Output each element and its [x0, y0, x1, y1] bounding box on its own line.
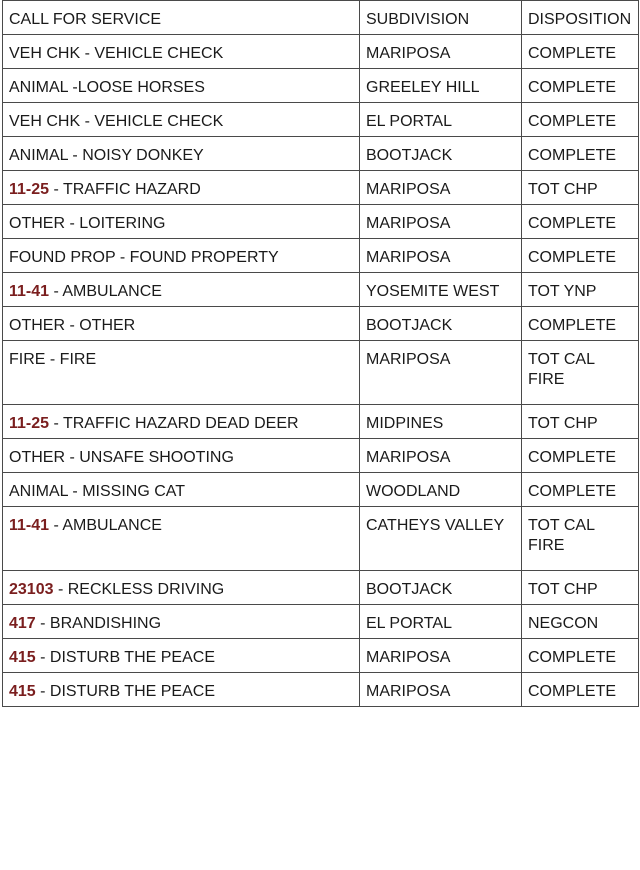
subdivision-cell: BOOTJACK	[360, 307, 522, 341]
subdivision-cell: MIDPINES	[360, 405, 522, 439]
table-row	[3, 473, 639, 507]
disposition-cell: COMPLETE	[522, 35, 639, 69]
call-for-service-cell	[3, 205, 360, 239]
table-row	[3, 273, 639, 307]
disposition-cell: COMPLETE	[522, 137, 639, 171]
table-row	[3, 103, 639, 137]
table-row	[3, 673, 639, 707]
disposition-cell: COMPLETE	[522, 307, 639, 341]
disposition-cell: TOT CHP	[522, 571, 639, 605]
call-code: 11-25	[9, 415, 50, 432]
call-description: ANIMAL - NOISY DONKEY	[9, 147, 204, 164]
subdivision-cell: MARIPOSA	[360, 673, 522, 707]
disposition-cell: TOT YNP	[522, 273, 639, 307]
call-description: ANIMAL -LOOSE HORSES	[9, 79, 205, 96]
subdivision-cell: YOSEMITE WEST	[360, 273, 522, 307]
table-row	[3, 35, 639, 69]
table-row	[3, 507, 639, 571]
disposition-cell: COMPLETE	[522, 639, 639, 673]
subdivision-cell: MARIPOSA	[360, 239, 522, 273]
disposition-cell: COMPLETE	[522, 69, 639, 103]
call-code: 11-41	[9, 283, 50, 300]
table-row	[3, 239, 639, 273]
call-description: OTHER - OTHER	[9, 317, 136, 334]
call-code: 415	[9, 649, 36, 666]
call-for-service-cell	[3, 673, 360, 707]
call-for-service-cell	[3, 405, 360, 439]
disposition-cell: COMPLETE	[522, 103, 639, 137]
table-row	[3, 405, 639, 439]
table-row	[3, 639, 639, 673]
disposition-cell: TOT CHP	[522, 171, 639, 205]
table-row	[3, 171, 639, 205]
call-description: - TRAFFIC HAZARD	[49, 181, 201, 198]
call-for-service-cell	[3, 341, 360, 405]
subdivision-cell: MARIPOSA	[360, 205, 522, 239]
call-for-service-cell	[3, 35, 360, 69]
subdivision-cell: MARIPOSA	[360, 35, 522, 69]
call-log-body	[3, 1, 639, 707]
subdivision-cell: MARIPOSA	[360, 639, 522, 673]
call-for-service-cell	[3, 473, 360, 507]
call-description: - RECKLESS DRIVING	[53, 581, 225, 598]
header-row	[3, 1, 639, 35]
call-for-service-cell	[3, 307, 360, 341]
disposition-cell: COMPLETE	[522, 439, 639, 473]
table-row	[3, 341, 639, 405]
call-description: OTHER - LOITERING	[9, 215, 166, 232]
header-call-for-service: CALL FOR SERVICE	[3, 1, 360, 35]
subdivision-cell: MARIPOSA	[360, 341, 522, 405]
table-row	[3, 439, 639, 473]
call-for-service-cell	[3, 571, 360, 605]
call-description: - TRAFFIC HAZARD DEAD DEER	[49, 415, 299, 432]
call-for-service-cell	[3, 103, 360, 137]
call-for-service-cell	[3, 507, 360, 571]
disposition-cell: COMPLETE	[522, 205, 639, 239]
call-for-service-cell	[3, 639, 360, 673]
table-row	[3, 137, 639, 171]
call-log-table	[2, 0, 639, 707]
call-description: FIRE - FIRE	[9, 351, 97, 368]
call-code: 417	[9, 615, 36, 632]
disposition-cell: TOT CAL FIRE	[522, 507, 639, 571]
call-for-service-cell	[3, 137, 360, 171]
call-description: ANIMAL - MISSING CAT	[9, 483, 186, 500]
disposition-cell: COMPLETE	[522, 239, 639, 273]
disposition-cell: TOT CHP	[522, 405, 639, 439]
table-row	[3, 571, 639, 605]
call-for-service-cell	[3, 171, 360, 205]
call-for-service-cell	[3, 239, 360, 273]
call-code: 23103	[9, 581, 54, 598]
call-description: - DISTURB THE PEACE	[35, 649, 215, 666]
subdivision-cell: EL PORTAL	[360, 103, 522, 137]
call-description: VEH CHK - VEHICLE CHECK	[9, 45, 224, 62]
subdivision-cell: CATHEYS VALLEY	[360, 507, 522, 571]
disposition-cell: NEGCON	[522, 605, 639, 639]
subdivision-cell: GREELEY HILL	[360, 69, 522, 103]
call-description: FOUND PROP - FOUND PROPERTY	[9, 249, 279, 266]
table-row	[3, 69, 639, 103]
subdivision-cell: WOODLAND	[360, 473, 522, 507]
subdivision-cell: MARIPOSA	[360, 171, 522, 205]
call-for-service-cell	[3, 439, 360, 473]
table-row	[3, 605, 639, 639]
subdivision-cell: EL PORTAL	[360, 605, 522, 639]
call-code: 11-41	[9, 517, 50, 534]
call-code: 11-25	[9, 181, 50, 198]
subdivision-cell: BOOTJACK	[360, 571, 522, 605]
disposition-cell: COMPLETE	[522, 673, 639, 707]
call-description: OTHER - UNSAFE SHOOTING	[9, 449, 234, 466]
subdivision-cell: BOOTJACK	[360, 137, 522, 171]
disposition-cell: COMPLETE	[522, 473, 639, 507]
table-row	[3, 307, 639, 341]
call-description: - AMBULANCE	[49, 283, 162, 300]
call-for-service-cell	[3, 605, 360, 639]
table-row	[3, 205, 639, 239]
call-code: 415	[9, 683, 36, 700]
header-subdivision: SUBDIVISION	[360, 1, 522, 35]
call-for-service-cell	[3, 273, 360, 307]
call-description: - DISTURB THE PEACE	[35, 683, 215, 700]
call-description: - AMBULANCE	[49, 517, 162, 534]
call-for-service-cell	[3, 69, 360, 103]
call-description: VEH CHK - VEHICLE CHECK	[9, 113, 224, 130]
subdivision-cell: MARIPOSA	[360, 439, 522, 473]
header-disposition: DISPOSITION	[522, 1, 639, 35]
call-description: - BRANDISHING	[35, 615, 162, 632]
disposition-cell: TOT CAL FIRE	[522, 341, 639, 405]
